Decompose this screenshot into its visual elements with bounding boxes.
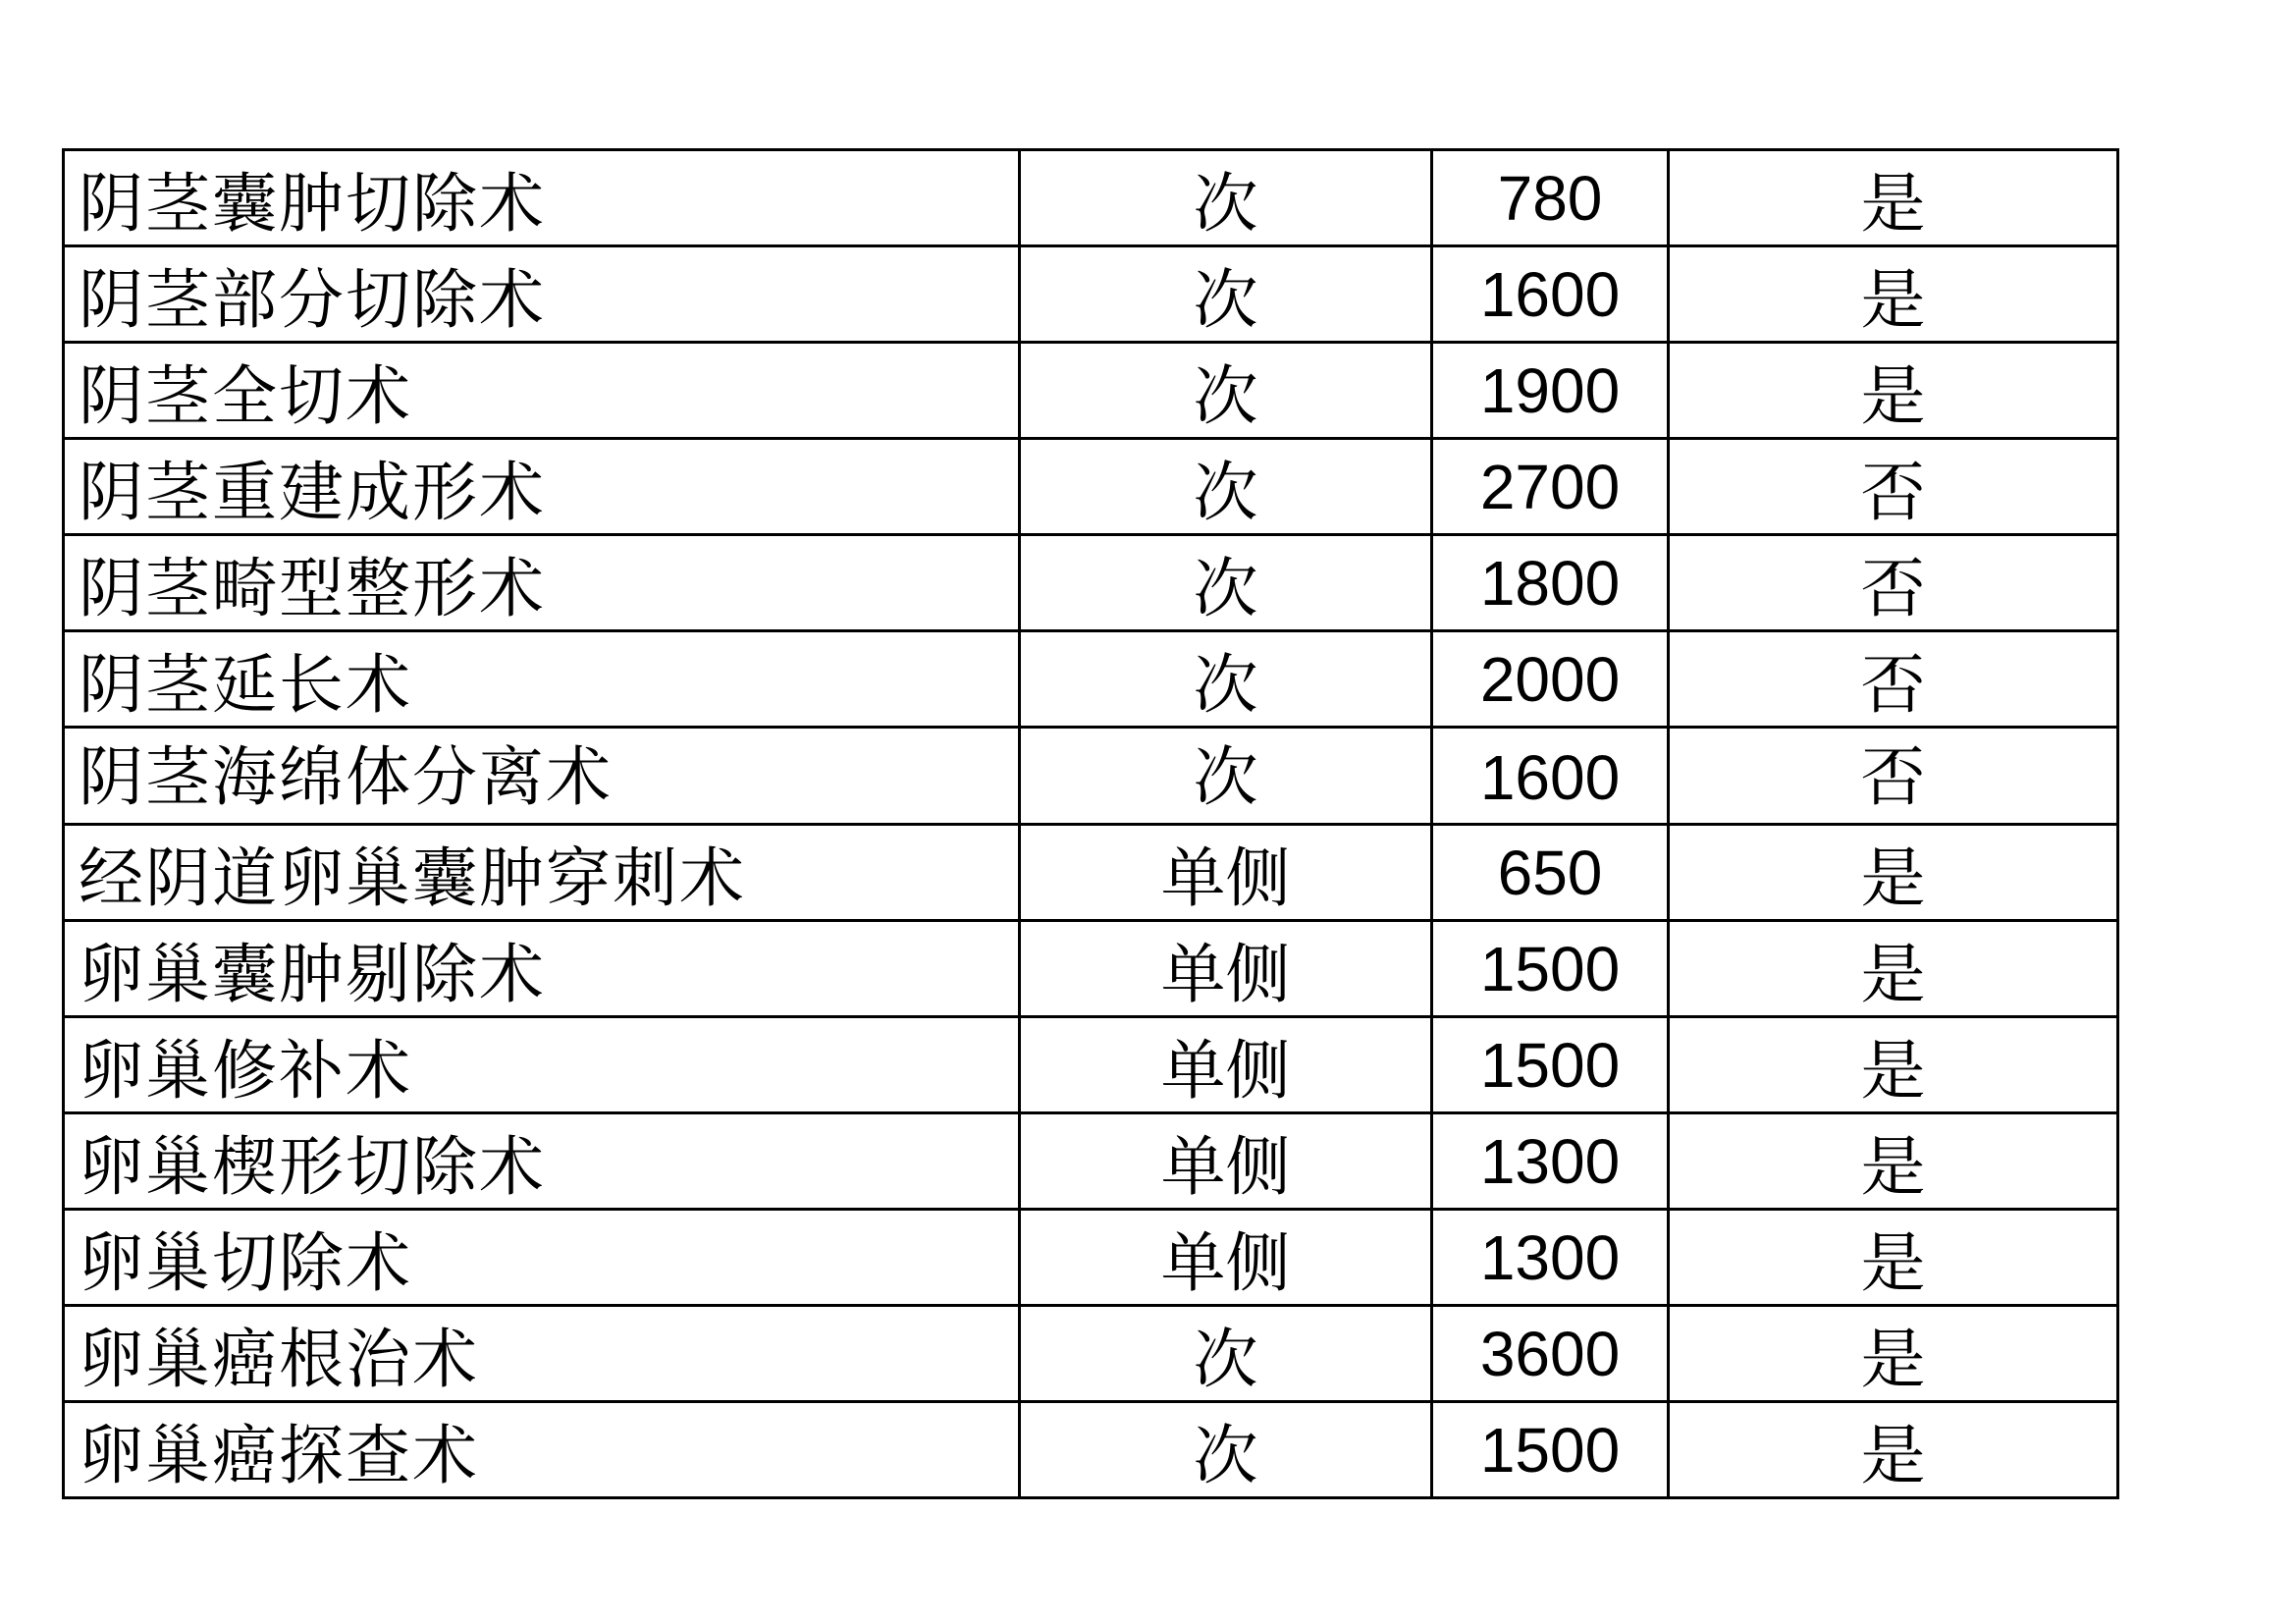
price-cell-text: 650 — [1497, 837, 1603, 908]
table-row — [64, 343, 2118, 439]
unit-cell — [1020, 1113, 1432, 1210]
unit-cell-text: 次 — [1193, 739, 1258, 815]
unit-cell — [1020, 631, 1432, 728]
procedure-name-cell-text: 阴茎海绵体分离术 — [79, 739, 613, 815]
unit-cell-text: 次 — [1193, 262, 1258, 338]
procedure-name-cell-text: 卵巢楔形切除术 — [79, 1129, 546, 1205]
procedure-name-cell — [64, 921, 1020, 1017]
flag-cell-text: 是 — [1860, 166, 1926, 242]
unit-cell — [1020, 1402, 1432, 1498]
price-cell-text: 1300 — [1479, 1125, 1621, 1197]
table-row — [64, 1113, 2118, 1210]
flag-cell — [1669, 150, 2118, 246]
procedure-name-cell — [64, 150, 1020, 246]
table-row — [64, 1017, 2118, 1113]
procedure-name-cell — [64, 1017, 1020, 1113]
procedure-name-cell-text: 阴茎囊肿切除术 — [79, 166, 546, 242]
flag-cell — [1669, 728, 2118, 825]
price-cell — [1432, 921, 1669, 1017]
procedure-name-cell — [64, 535, 1020, 631]
unit-cell-text: 次 — [1193, 551, 1258, 626]
table-row — [64, 535, 2118, 631]
unit-cell — [1020, 343, 1432, 439]
unit-cell-text: 次 — [1193, 358, 1258, 434]
unit-cell-text: 单侧 — [1160, 1129, 1291, 1205]
table-row — [64, 1402, 2118, 1498]
price-cell-text: 1800 — [1479, 547, 1621, 619]
unit-cell — [1020, 921, 1432, 1017]
unit-cell — [1020, 535, 1432, 631]
procedure-name-cell — [64, 343, 1020, 439]
table-row — [64, 1306, 2118, 1402]
procedure-name-cell-text: 卵巢切除术 — [79, 1225, 412, 1301]
table-row — [64, 631, 2118, 728]
unit-cell — [1020, 1306, 1432, 1402]
flag-cell — [1669, 631, 2118, 728]
unit-cell-text: 次 — [1193, 647, 1258, 723]
flag-cell — [1669, 921, 2118, 1017]
procedure-name-cell-text: 卵巢修补术 — [79, 1033, 412, 1109]
flag-cell-text: 是 — [1860, 262, 1926, 338]
price-cell-text: 780 — [1497, 162, 1603, 234]
price-cell — [1432, 1210, 1669, 1306]
flag-cell — [1669, 825, 2118, 921]
unit-cell — [1020, 439, 1432, 535]
unit-cell — [1020, 1017, 1432, 1113]
price-cell — [1432, 1402, 1669, 1498]
price-cell-text: 2000 — [1479, 643, 1621, 715]
flag-cell-text: 是 — [1860, 840, 1926, 916]
procedure-name-cell-text: 卵巢囊肿剔除术 — [79, 937, 546, 1012]
price-cell-text: 1600 — [1479, 742, 1621, 813]
procedure-name-cell-text: 卵巢癌根治术 — [79, 1322, 479, 1397]
table-row — [64, 246, 2118, 343]
procedure-price-table — [62, 148, 2119, 1499]
procedure-name-cell-text: 阴茎畸型整形术 — [79, 551, 546, 626]
unit-cell — [1020, 825, 1432, 921]
price-cell — [1432, 535, 1669, 631]
procedure-name-cell-text: 阴茎重建成形术 — [79, 455, 546, 530]
unit-cell-text: 次 — [1193, 455, 1258, 530]
procedure-name-cell — [64, 631, 1020, 728]
unit-cell — [1020, 728, 1432, 825]
flag-cell — [1669, 343, 2118, 439]
flag-cell-text: 是 — [1860, 1033, 1926, 1109]
price-cell — [1432, 439, 1669, 535]
flag-cell — [1669, 1402, 2118, 1498]
price-cell — [1432, 343, 1669, 439]
table-row — [64, 1210, 2118, 1306]
procedure-name-cell — [64, 246, 1020, 343]
price-cell — [1432, 1113, 1669, 1210]
price-cell-text: 3600 — [1479, 1318, 1621, 1389]
flag-cell — [1669, 1017, 2118, 1113]
procedure-name-cell-text: 卵巢癌探查术 — [79, 1418, 479, 1493]
flag-cell — [1669, 439, 2118, 535]
unit-cell — [1020, 246, 1432, 343]
table-body — [64, 150, 2118, 1498]
unit-cell — [1020, 1210, 1432, 1306]
procedure-name-cell — [64, 1306, 1020, 1402]
price-cell-text: 1900 — [1479, 354, 1621, 426]
procedure-name-cell — [64, 728, 1020, 825]
procedure-name-cell-text: 经阴道卵巢囊肿穿刺术 — [79, 840, 746, 916]
unit-cell-text: 次 — [1193, 1322, 1258, 1397]
price-cell — [1432, 1017, 1669, 1113]
table-row — [64, 728, 2118, 825]
price-cell-text: 1500 — [1479, 1029, 1621, 1101]
flag-cell — [1669, 1113, 2118, 1210]
flag-cell — [1669, 246, 2118, 343]
table-row — [64, 150, 2118, 246]
flag-cell-text: 是 — [1860, 1418, 1926, 1493]
unit-cell-text: 单侧 — [1160, 1225, 1291, 1301]
procedure-name-cell — [64, 439, 1020, 535]
flag-cell — [1669, 535, 2118, 631]
flag-cell-text: 是 — [1860, 358, 1926, 434]
flag-cell-text: 否 — [1860, 455, 1926, 530]
flag-cell-text: 是 — [1860, 937, 1926, 1012]
table-row — [64, 921, 2118, 1017]
unit-cell — [1020, 150, 1432, 246]
unit-cell-text: 次 — [1193, 1418, 1258, 1493]
procedure-name-cell — [64, 1402, 1020, 1498]
flag-cell-text: 是 — [1860, 1129, 1926, 1205]
flag-cell — [1669, 1210, 2118, 1306]
procedure-name-cell-text: 阴茎部分切除术 — [79, 262, 546, 338]
price-cell-text: 2700 — [1479, 451, 1621, 522]
procedure-name-cell-text: 阴茎全切术 — [79, 358, 412, 434]
flag-cell-text: 否 — [1860, 647, 1926, 723]
procedure-name-cell — [64, 1210, 1020, 1306]
unit-cell-text: 单侧 — [1160, 1033, 1291, 1109]
table-row — [64, 825, 2118, 921]
price-cell-text: 1600 — [1479, 258, 1621, 330]
price-cell — [1432, 728, 1669, 825]
price-cell-text: 1500 — [1479, 933, 1621, 1004]
price-cell — [1432, 246, 1669, 343]
price-cell-text: 1300 — [1479, 1221, 1621, 1293]
flag-cell-text: 是 — [1860, 1322, 1926, 1397]
flag-cell-text: 否 — [1860, 739, 1926, 815]
unit-cell-text: 次 — [1193, 166, 1258, 242]
flag-cell-text: 否 — [1860, 551, 1926, 626]
procedure-name-cell-text: 阴茎延长术 — [79, 647, 412, 723]
unit-cell-text: 单侧 — [1160, 937, 1291, 1012]
price-cell — [1432, 150, 1669, 246]
price-cell-text: 1500 — [1479, 1414, 1621, 1486]
unit-cell-text: 单侧 — [1160, 840, 1291, 916]
table-row — [64, 439, 2118, 535]
flag-cell — [1669, 1306, 2118, 1402]
procedure-name-cell — [64, 1113, 1020, 1210]
price-cell — [1432, 1306, 1669, 1402]
flag-cell-text: 是 — [1860, 1225, 1926, 1301]
procedure-name-cell — [64, 825, 1020, 921]
price-cell — [1432, 631, 1669, 728]
price-cell — [1432, 825, 1669, 921]
